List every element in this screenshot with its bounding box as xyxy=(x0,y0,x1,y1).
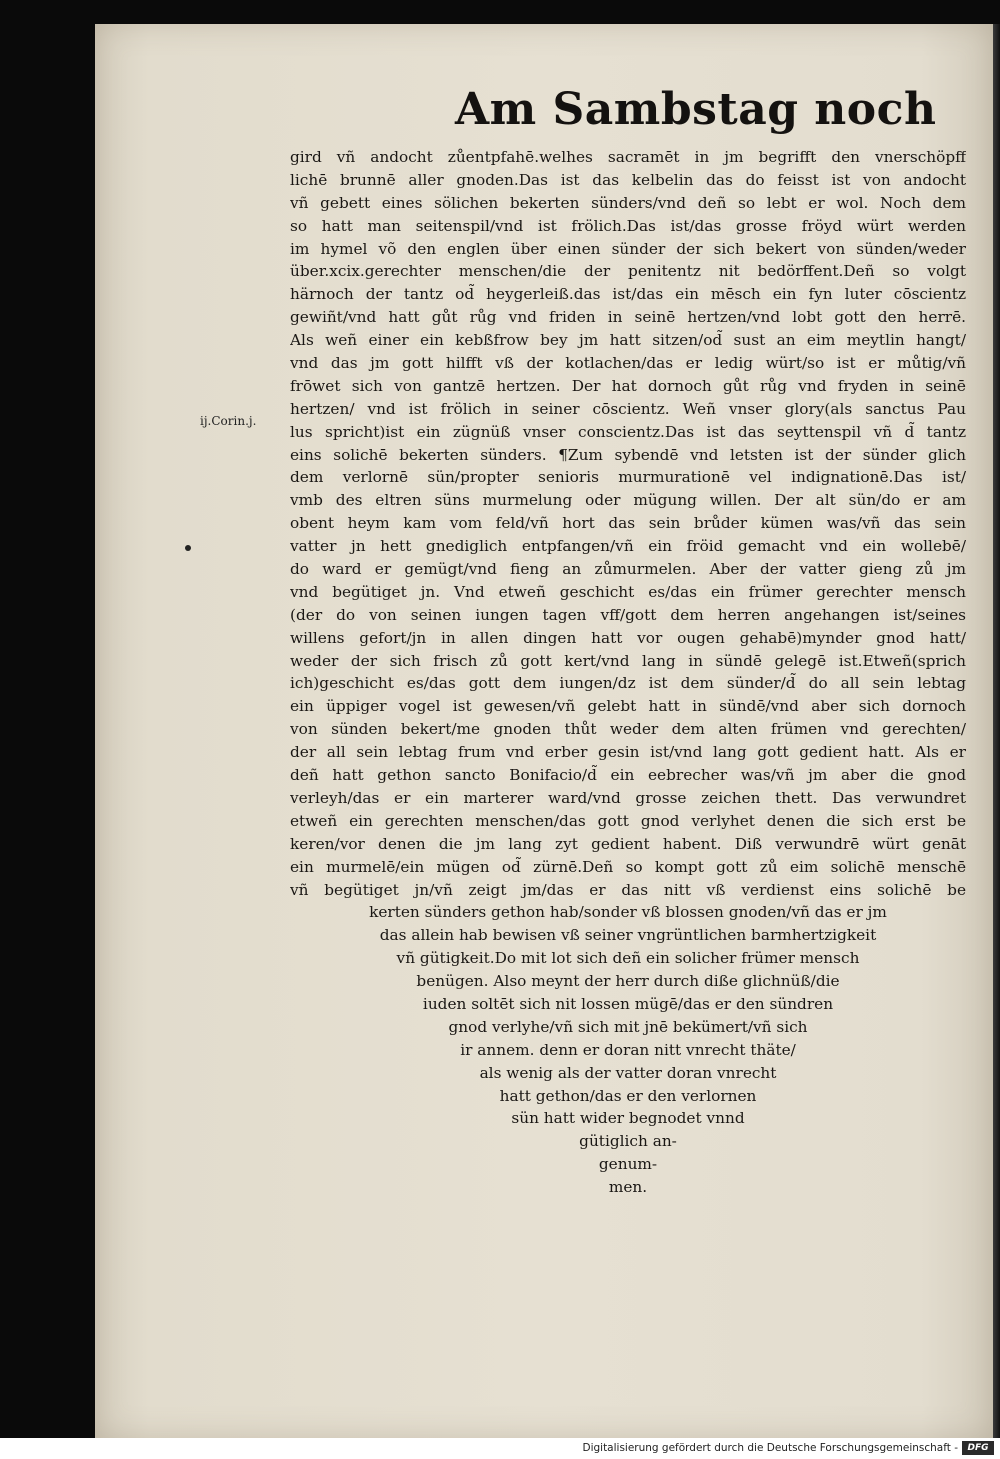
page-heading: Am Sambstag noch xyxy=(455,84,937,135)
text-line: der all sein lebtag frum vnd erber gesin ist/vnd lang gott gedient hatt. Als er xyxy=(290,743,966,762)
dfg-logo-icon: DFG xyxy=(962,1441,994,1455)
margin-note: ij.Corin.j. xyxy=(200,414,257,428)
text-line: vnd das jm gott hilfft vß der kotlachen/das er ledig würt/so ist er můtig/vñ xyxy=(290,354,966,373)
text-line: härnoch der tantz od̃ heygerleiß.das ist/das ein mēsch ein fyn luter cōscientz xyxy=(290,285,966,304)
text-line: men. xyxy=(608,1178,648,1197)
body-text xyxy=(290,146,966,1199)
text-line: gewiñt/vnd hatt gůt růg vnd friden in seinē hertzen/vnd lobt gott den herrē. xyxy=(290,308,966,327)
text-line: vñ gebett eines sölichen bekerten sünders/vnd deñ so lebt er wol. Noch dem xyxy=(290,193,966,212)
text-line: vñ gütigkeit.Do mit lot sich deñ ein solicher frümer mensch xyxy=(396,949,860,968)
text-line: vñ begütiget jn/vñ zeigt jm/das er das nitt vß verdienst eins solichē be xyxy=(290,880,966,899)
text-line: über.xcix.gerechter menschen/die der penitentz nit bedörffent.Deñ so volgt xyxy=(290,262,966,281)
text-line: lichē brunnē aller gnoden.Das ist das kelbelin das do feisst ist von andocht xyxy=(290,170,966,189)
text-line: keren/vor denen die jm lang zyt gedient habent. Diß verwundrē würt genāt xyxy=(290,834,966,853)
text-line: (der do von seinen iungen tagen vff/gott dem herren angehangen ist/seines xyxy=(290,605,966,624)
text-line: hertzen/ vnd ist frölich in seiner cōscientz. Weñ vnser glory(als sanctus Pau xyxy=(290,399,966,418)
text-line: verleyh/das er ein marterer ward/vnd grosse zeichen thett. Das verwundret xyxy=(290,788,966,807)
text-line: hatt gethon/das er den verlornen xyxy=(499,1086,757,1105)
text-line: so hatt man seitenspil/vnd ist frölich.Das ist/das grosse fröyd würt werden xyxy=(290,216,966,235)
text-line: weder der sich frisch zů gott kert/vnd lang in sündē gelegē ist.Etweñ(sprich xyxy=(290,651,966,670)
text-line: ein üppiger vogel ist gewesen/vñ gelebt hatt in sündē/vnd aber sich dornoch xyxy=(290,697,966,716)
text-line: frōwet sich von gantzē hertzen. Der hat dornoch gůt růg vnd fryden in seinē xyxy=(290,376,966,395)
text-line: vmb des eltren süns murmelung oder mügung willen. Der alt sün/do er am xyxy=(290,491,966,510)
book-edge xyxy=(993,24,1000,1438)
text-line: ein murmelē/ein mügen od̃ zürnē.Deñ so kompt gott zů eim solichē menschē xyxy=(290,857,966,876)
text-line: willens gefort/jn in allen dingen hatt vor ougen gehabē)mynder gnod hatt/ xyxy=(290,628,966,647)
text-line: Als weñ einer ein kebßfrow bey jm hatt sitzen/od̃ sust an eim meytlin hangt/ xyxy=(290,331,966,350)
text-line: benügen. Also meynt der herr durch diße glichnüß/die xyxy=(416,972,840,991)
margin-mark xyxy=(185,545,191,551)
text-line: ir annem. denn er doran nitt vnrecht thäte/ xyxy=(460,1040,796,1059)
text-line: dem verlornē sün/propter senioris murmurationē vel indignationē.Das ist/ xyxy=(290,468,966,487)
text-line: gnod verlyhe/vñ sich mit jnē bekümert/vñ sich xyxy=(448,1017,808,1036)
text-line: genum- xyxy=(598,1155,658,1174)
text-line: das allein hab bewisen vß seiner vngrüntlichen barmhertzigkeit xyxy=(379,926,877,945)
text-line: von sünden bekert/me gnoden thůt weder dem alten frümen vnd gerechten/ xyxy=(290,720,966,739)
text-line: ich)geschicht es/das gott dem iungen/dz ist dem sünder/d̃ do all sein lebtag xyxy=(290,674,966,693)
text-line: als wenig als der vatter doran vnrecht xyxy=(479,1063,777,1082)
text-line: vatter jn hett gnediglich entpfangen/vñ ein fröid gemacht vnd ein wollebē/ xyxy=(290,537,966,556)
text-line: kerten sünders gethon hab/sonder vß blossen gnoden/vñ das er jm xyxy=(369,903,887,922)
text-line: deñ hatt gethon sancto Bonifacio/d̃ ein eebrecher was/vñ jm aber die gnod xyxy=(290,766,966,785)
text-line: eins solichē bekerten sünders. ¶Zum sybendē vnd letsten ist der sünder glich xyxy=(290,445,966,464)
text-line: im hymel võ den englen über einen sünder der sich bekert von sünden/weder xyxy=(290,239,966,258)
text-line: gütiglich an- xyxy=(579,1132,677,1151)
text-line: gird vñ andocht zůentpfahē.welhes sacramēt in jm begrifft den vnerschöpff xyxy=(290,148,966,166)
footer-bar xyxy=(0,1438,1000,1459)
footer-credit: Digitalisierung gefördert durch die Deutsche Forschungsgemeinschaft - xyxy=(582,1442,958,1454)
text-line: sün hatt wider begnodet vnnd xyxy=(511,1109,745,1128)
text-line: obent heym kam vom feld/vñ hort das sein brůder kümen was/vñ das sein xyxy=(290,514,966,533)
text-line: vnd begütiget jn. Vnd etweñ geschicht es/das ein frümer gerechter mensch xyxy=(290,582,966,601)
text-line: iuden soltēt sich nit lossen mügē/das er den sündren xyxy=(422,994,834,1013)
text-line: do ward er gemügt/vnd fieng an zůmurmelen. Aber der vatter gieng zů jm xyxy=(290,560,966,579)
text-line: lus spricht)ist ein zügnüß vnser conscientz.Das ist das seyttenspil vñ d̃ tantz xyxy=(290,422,966,441)
text-line: etweñ ein gerechten menschen/das gott gnod verlyhet denen die sich erst be xyxy=(290,811,966,830)
